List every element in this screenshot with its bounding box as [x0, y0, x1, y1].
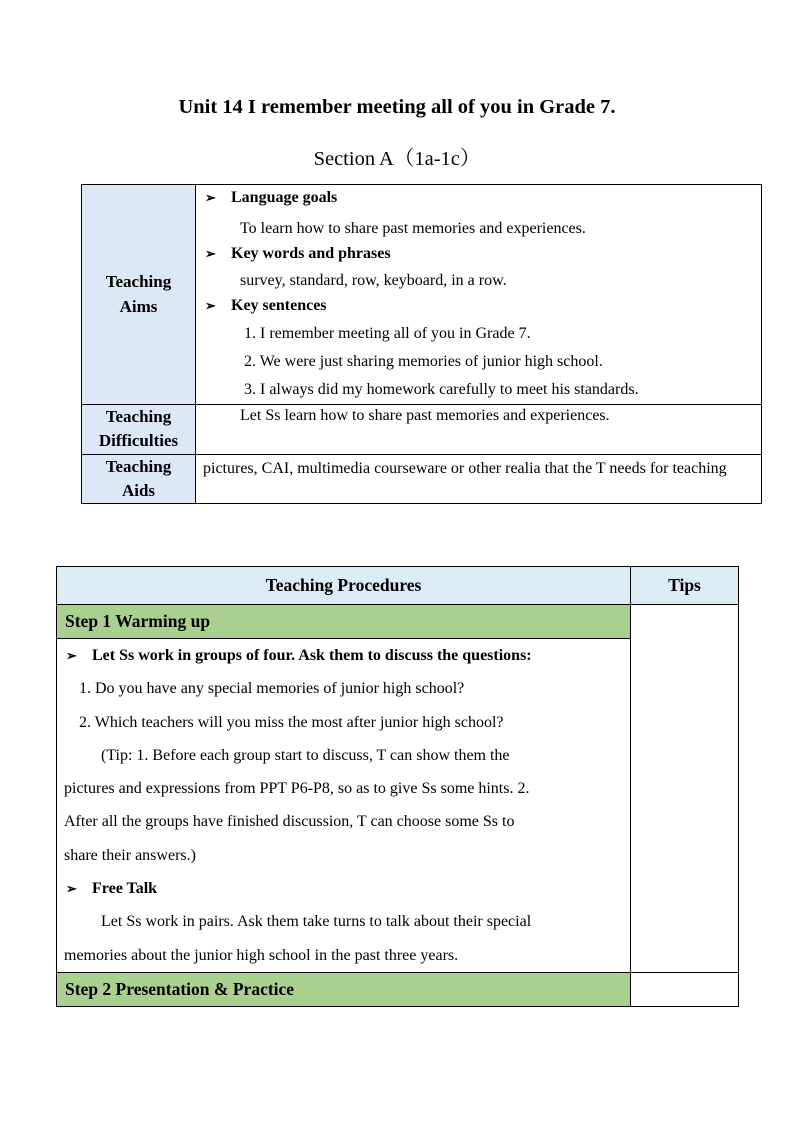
teaching-aims-table [81, 184, 762, 504]
language-goals-heading: ➢ Language goals [196, 186, 761, 212]
teaching-difficulties-label: Teaching Difficulties [82, 405, 196, 455]
step1-title: Step 1 Warming up [57, 605, 631, 639]
key-sentences-heading: ➢ Key sentences [196, 294, 761, 320]
teaching-procedures-table [56, 566, 739, 1007]
teaching-aids-content: pictures, CAI, multimedia courseware or other realia that the T needs for teaching [196, 455, 762, 504]
teaching-aims-content [196, 185, 762, 405]
step2-tips-cell [631, 973, 739, 1007]
key-sentence-3: 3. I always did my homework carefully to meet his standards. [244, 381, 639, 398]
section-subtitle: Section A（1a-1c） [313, 148, 481, 170]
arrow-bullet-icon: ➢ [205, 190, 216, 205]
key-words-text: survey, standard, row, keyboard, in a row. [240, 272, 507, 289]
key-words-heading: ➢ Key words and phrases [196, 242, 761, 268]
tip-line-2: pictures and expressions from PPT P6-P8, so as to give Ss some hints. 2. [64, 780, 530, 798]
free-talk-line-1: Let Ss work in pairs. Ask them take turns to talk about their special [101, 913, 532, 931]
language-goals-text: To learn how to share past memories and experiences. [240, 220, 586, 237]
key-sentence-1: 1. I remember meeting all of you in Grade 7. [244, 325, 531, 342]
step1-question-1: 1. Do you have any special memories of junior high school? [79, 680, 465, 698]
free-talk-line-2: memories about the junior high school in the past three years. [64, 946, 459, 964]
arrow-bullet-icon: ➢ [205, 298, 216, 313]
step1-question-2: 2. Which teachers will you miss the most after junior high school? [79, 713, 504, 731]
arrow-bullet-icon: ➢ [66, 648, 77, 663]
key-sentence-2: 2. We were just sharing memories of junior high school. [244, 353, 603, 370]
tips-header: Tips [631, 567, 739, 605]
arrow-bullet-icon: ➢ [205, 246, 216, 261]
arrow-bullet-icon: ➢ [66, 881, 77, 897]
tip-line-4: share their answers.) [64, 846, 196, 864]
teaching-aids-label: Teaching Aids [82, 455, 196, 504]
step1-bullet: ➢ Let Ss work in groups of four. Ask them to discuss the questions: [64, 639, 624, 672]
free-talk-heading: ➢ Free Talk [64, 872, 624, 905]
tip-line-1: (Tip: 1. Before each group start to discuss, T can show them the [101, 746, 510, 764]
document-title: Unit 14 I remember meeting all of you in Grade 7. [178, 96, 616, 118]
step1-tips-cell [631, 605, 739, 973]
teaching-aims-label: Teaching Aims [82, 185, 196, 405]
step1-content [57, 639, 631, 973]
procedures-header: Teaching Procedures [57, 567, 631, 605]
step2-title: Step 2 Presentation & Practice [57, 973, 631, 1007]
tip-line-3: After all the groups have finished discussion, T can choose some Ss to [64, 813, 515, 831]
teaching-difficulties-content: Let Ss learn how to share past memories and experiences. [196, 405, 762, 455]
